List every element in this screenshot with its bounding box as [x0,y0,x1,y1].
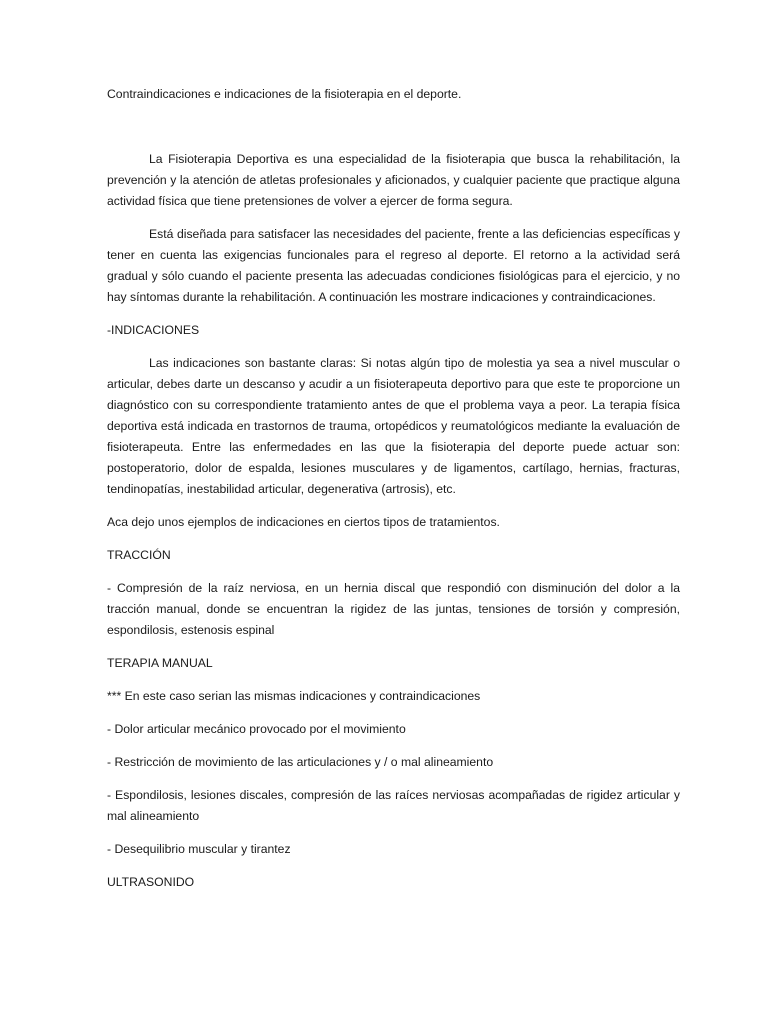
examples-intro: Aca dejo unos ejemplos de indicaciones en ciertos tipos de tratamientos. [107,515,500,529]
ultrasonido-heading: ULTRASONIDO [107,875,195,889]
terapia-manual-item-3: - Espondilosis, lesiones discales, compresión de las raíces nerviosas acompañadas de rigidez articular y mal alineamiento [107,788,680,823]
terapia-manual-note: *** En este caso serian las mismas indicaciones y contraindicaciones [107,689,481,703]
document-title: Contraindicaciones e indicaciones de la fisioterapia en el deporte. [107,87,462,101]
terapia-manual-item-1: - Dolor articular mecánico provocado por el movimiento [107,722,406,736]
terapia-manual-item-2: - Restricción de movimiento de las articulaciones y / o mal alineamiento [107,755,494,769]
intro-paragraph-2: Está diseñada para satisfacer las necesidades del paciente, frente a las deficiencias específicas y tener en cuenta las exigencias funcionales para el regreso al deporte. El retorno a la actividad será gradual y sólo cuando el paciente presenta las adecuadas condiciones fisiológicas para el ejercicio, y no hay síntomas durante la rehabilitación. A continuación les mostrare indicaciones y contraindicaciones. [107,227,680,304]
intro-paragraph-1: La Fisioterapia Deportiva es una especialidad de la fisioterapia que busca la rehabilitación, la prevención y la atención de atletas profesionales y aficionados, y cualquier paciente que practique alguna actividad física que tiene pretensiones de volver a ejercer de forma segura. [107,152,680,208]
terapia-manual-heading: TERAPIA MANUAL [107,656,213,670]
indicaciones-paragraph: Las indicaciones son bastante claras: Si notas algún tipo de molestia ya sea a nivel muscular o articular, debes darte un descanso y acudir a un fisioterapeuta deportivo para que este te proporcione un diagnóstico con su correspondiente tratamiento antes de que el problema vaya a peor. La terapia física deportiva está indicada en trastornos de trauma, ortopédicos y reumatológicos mediante la evaluación de fisioterapeuta. Entre las enfermedades en las que la fisioterapia del deporte puede actuar son: postoperatorio, dolor de espalda, lesiones musculares y de ligamentos, cartílago, hernias, fracturas, tendinopatías, inestabilidad articular, degenerativa (artrosis), etc. [107,356,680,496]
indicaciones-heading: -INDICACIONES [107,323,200,337]
document-page [107,84,680,905]
traccion-heading: TRACCIÓN [107,548,171,562]
terapia-manual-item-4: - Desequilibrio muscular y tirantez [107,842,291,856]
traccion-item: - Compresión de la raíz nerviosa, en un hernia discal que respondió con disminución del dolor a la tracción manual, donde se encuentran la rigidez de las juntas, tensiones de torsión y compresión, espondilosis, estenosis espinal [107,581,680,637]
